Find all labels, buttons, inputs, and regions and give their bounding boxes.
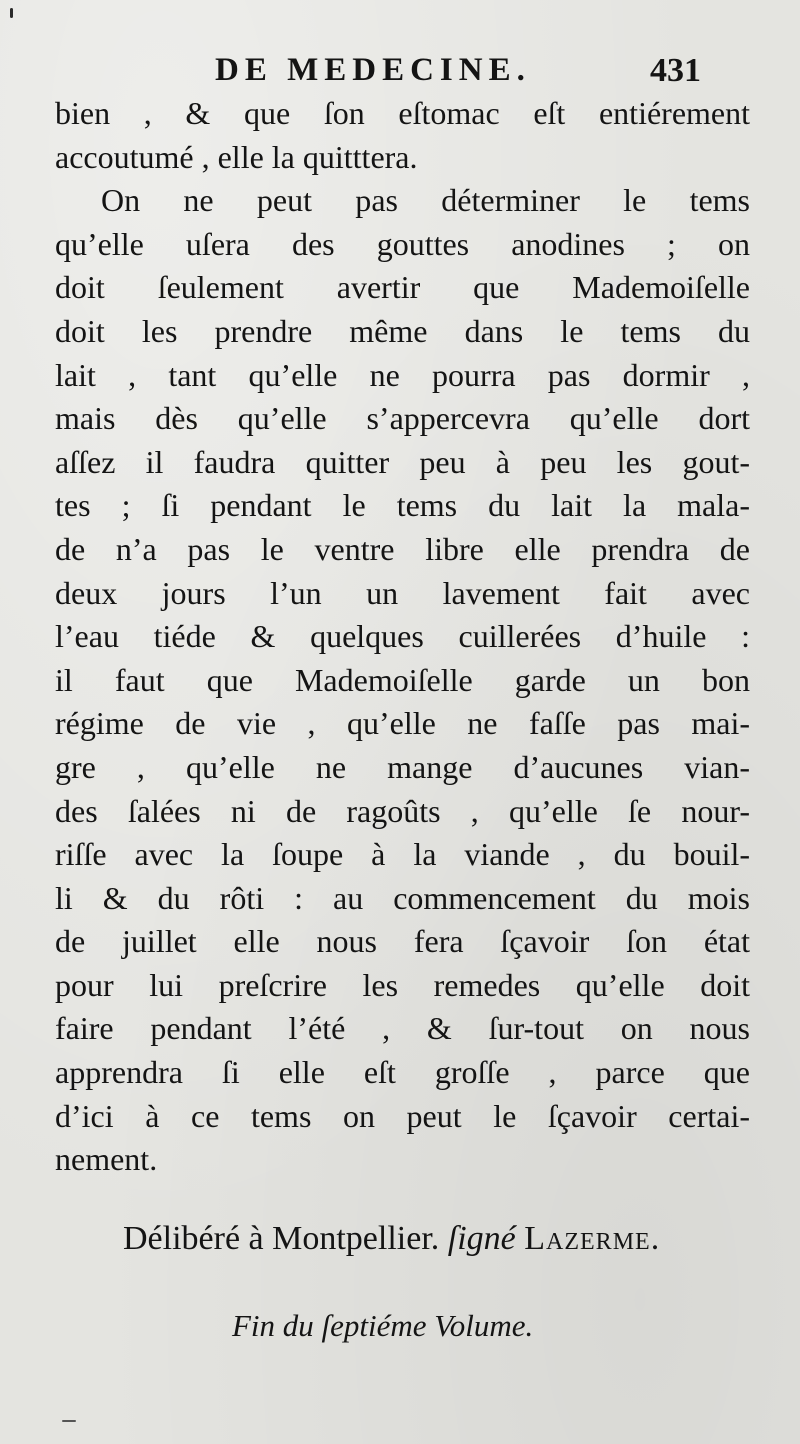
body-text xyxy=(55,92,750,1182)
text-line: d’ici à ce tems on peut le ſçavoir certai- xyxy=(55,1097,750,1134)
text-line: qu’elle uſera des gouttes anodines ; on xyxy=(55,225,750,262)
text-line: bien , & que ſon eſtomac eſt entiérement xyxy=(55,95,750,131)
signature-name: Lazerme. xyxy=(524,1220,661,1257)
signature-signed: ſigné xyxy=(447,1220,516,1257)
text-line: mais dès qu’elle s’appercevra qu’elle dort xyxy=(55,400,750,437)
text-line: li & du rôti : au commencement du mois xyxy=(55,879,750,916)
text-line: l’eau tiéde & quelques cuillerées d’huile : xyxy=(55,618,750,655)
text-line: doit les prendre même dans le tems du xyxy=(55,312,750,349)
page-number: 431 xyxy=(650,52,701,89)
text-line: lait , tant qu’elle ne pourra pas dormir , xyxy=(55,356,750,393)
text-line: riſſe avec la ſoupe à la viande , du bouil- xyxy=(55,836,750,873)
text-line: nement. xyxy=(55,1141,158,1178)
signature-line xyxy=(123,1220,660,1258)
text-line: apprendra ſi elle eſt groſſe , parce que xyxy=(55,1054,750,1091)
signature-place: Délibéré à Montpellier. xyxy=(123,1220,440,1257)
text-line: gre , qu’elle ne mange d’aucunes vian- xyxy=(55,748,750,785)
text-line: de juillet elle nous fera ſçavoir ſon état xyxy=(55,923,750,960)
text-line: On ne peut pas déterminer le tems xyxy=(101,182,750,219)
running-head: DE MEDECINE. xyxy=(215,52,531,88)
text-line: pour lui preſcrire les remedes qu’elle doit xyxy=(55,966,750,1003)
text-line: régime de vie , qu’elle ne faſſe pas mai- xyxy=(55,705,750,742)
end-of-volume-note: Fin du ſeptiéme Volume. xyxy=(232,1308,534,1343)
text-line: de n’a pas le ventre libre elle prendra de xyxy=(55,530,750,567)
text-line: faire pendant l’été , & ſur-tout on nous xyxy=(55,1010,750,1047)
ink-speck xyxy=(62,1420,76,1422)
text-line: tes ; ſi pendant le tems du lait la mala- xyxy=(55,487,750,524)
ink-speck xyxy=(10,8,13,18)
text-line: deux jours l’un un lavement fait avec xyxy=(55,574,750,611)
text-line: doit ſeulement avertir que Mademoiſelle xyxy=(55,269,750,306)
text-line: aſſez il faudra quitter peu à peu les gout- xyxy=(55,443,750,480)
text-line: il faut que Mademoiſelle garde un bon xyxy=(55,661,750,698)
text-line: des ſalées ni de ragoûts , qu’elle ſe nour- xyxy=(55,792,750,829)
text-line: accoutumé , elle la quitttera. xyxy=(55,138,418,175)
